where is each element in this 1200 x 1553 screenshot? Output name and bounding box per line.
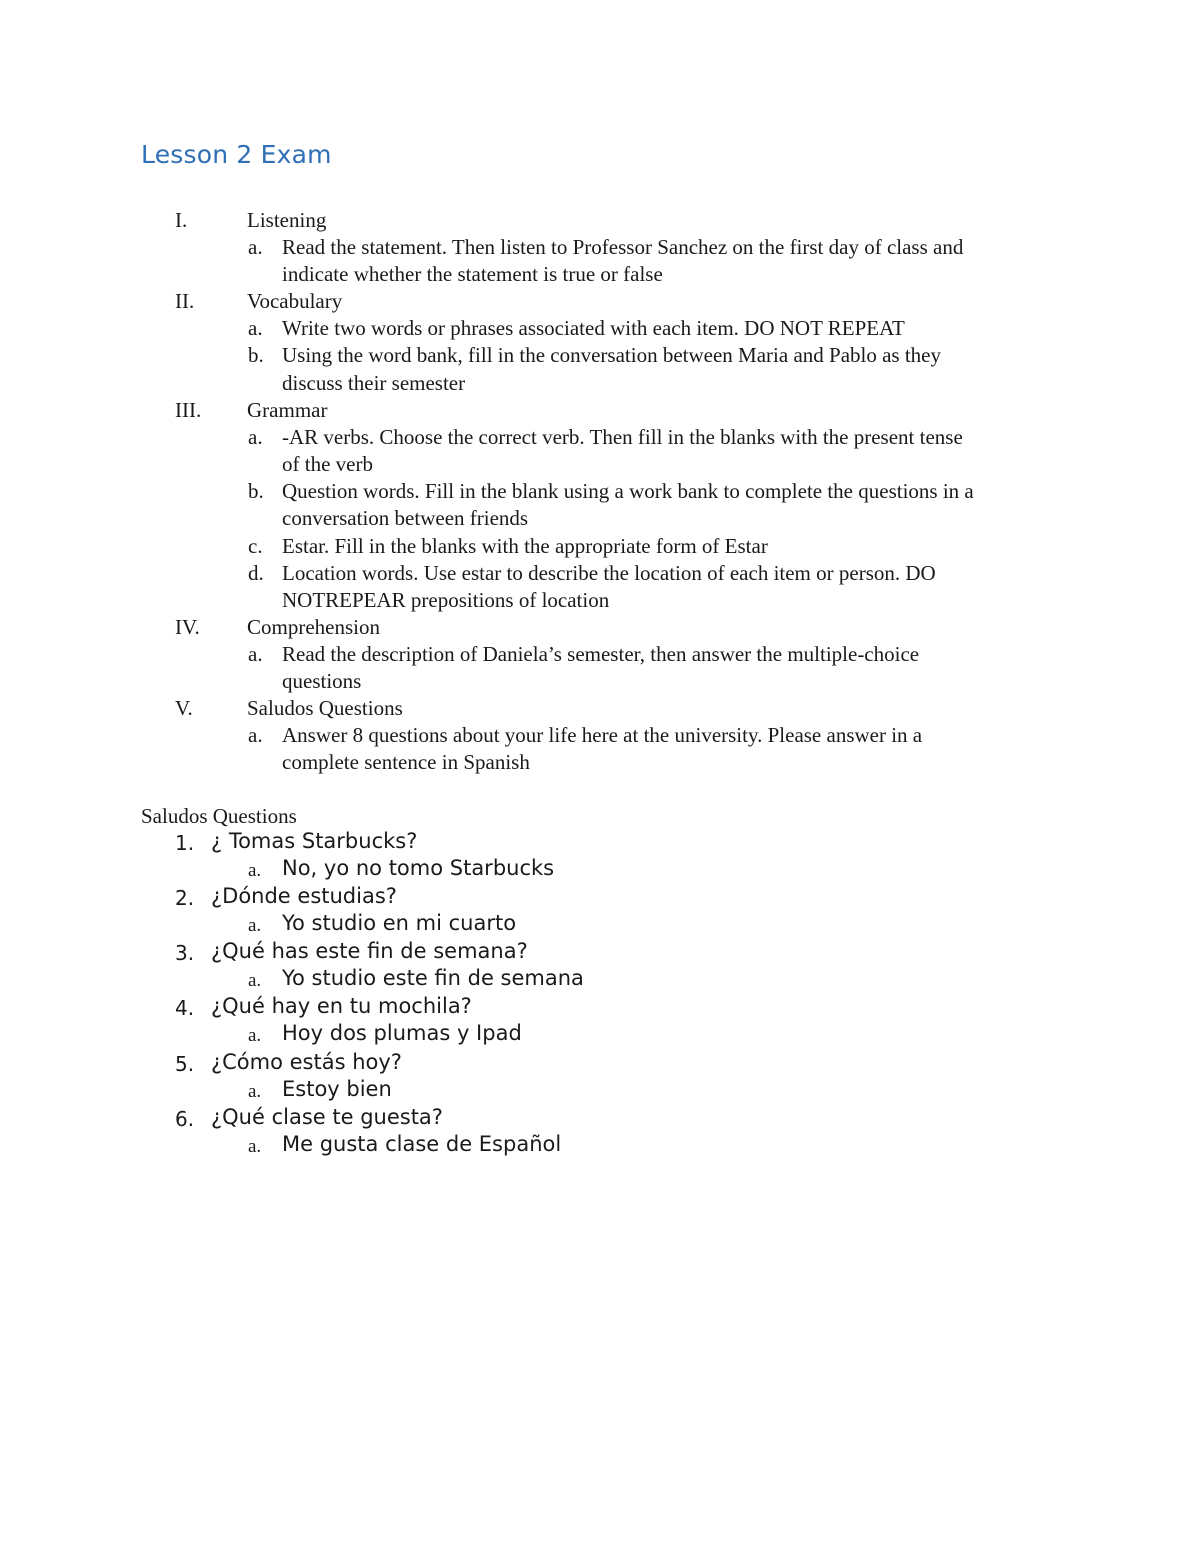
item-letter: a. [248,316,263,340]
answer-text: Yo studio en mi cuarto [282,911,517,935]
answer-letter: a. [248,1025,262,1046]
item-letter: a. [248,425,263,449]
item-text: complete sentence in Spanish [282,750,530,774]
question-text: ¿Qué has este fin de semana? [211,939,528,963]
item-text: Using the word bank, fill in the conversation between Maria and Pablo as they [282,343,941,367]
section-heading: Comprehension [247,615,380,639]
item-text: of the verb [282,452,373,476]
item-text: Read the description of Daniela’s semester, then answer the multiple-choice [282,642,920,666]
answer-letter: a. [248,915,262,936]
item-letter: b. [248,479,264,503]
question-text: ¿ Tomas Starbucks? [211,829,418,853]
section-numeral: V. [175,696,193,720]
question-number: 1. [175,831,195,855]
question-text: ¿Cómo estás hoy? [211,1050,402,1074]
answer-letter: a. [248,1136,262,1157]
answer-letter: a. [248,1081,262,1102]
item-text: conversation between friends [282,506,529,530]
section-numeral: III. [175,398,202,422]
item-letter: a. [248,723,263,747]
item-text: -AR verbs. Choose the correct verb. Then fill in the blanks with the present tense [282,425,963,449]
question-number: 6. [175,1107,195,1131]
item-text: Question words. Fill in the blank using a work bank to complete the questions in a [282,479,974,503]
question-number: 2. [175,886,195,910]
question-number: 3. [175,941,195,965]
section-numeral: IV. [175,615,200,639]
item-letter: a. [248,642,263,666]
item-text: Write two words or phrases associated with each item. DO NOT REPEAT [282,316,905,340]
item-letter: d. [248,561,264,585]
question-text: ¿Dónde estudias? [211,884,397,908]
section-heading: Listening [247,208,327,232]
item-text: indicate whether the statement is true or false [282,262,663,286]
question-text: ¿Qué clase te guesta? [211,1105,443,1129]
saludos-heading: Saludos Questions [141,804,297,828]
document-title: Lesson 2 Exam [141,140,332,169]
item-letter: b. [248,343,264,367]
answer-text: Estoy bien [282,1077,392,1101]
section-heading: Vocabulary [247,289,343,313]
item-text: Location words. Use estar to describe the location of each item or person. DO [282,561,936,585]
item-text: Read the statement. Then listen to Professor Sanchez on the first day of class and [282,235,964,259]
item-text: questions [282,669,362,693]
answer-text: Hoy dos plumas y Ipad [282,1021,522,1045]
section-numeral: II. [175,289,195,313]
answer-letter: a. [248,860,262,881]
question-text: ¿Qué hay en tu mochila? [211,994,472,1018]
item-letter: a. [248,235,263,259]
answer-letter: a. [248,970,262,991]
item-text: NOTREPEAR prepositions of location [282,588,610,612]
item-letter: c. [248,534,263,558]
section-numeral: I. [175,208,188,232]
answer-text: Me gusta clase de Español [282,1132,562,1156]
answer-text: Yo studio este fin de semana [282,966,584,990]
answer-text: No, yo no tomo Starbucks [282,856,555,880]
item-text: discuss their semester [282,371,466,395]
item-text: Answer 8 questions about your life here at the university. Please answer in a [282,723,923,747]
section-heading: Saludos Questions [247,696,403,720]
question-number: 5. [175,1052,195,1076]
item-text: Estar. Fill in the blanks with the appropriate form of Estar [282,534,768,558]
question-number: 4. [175,996,195,1020]
section-heading: Grammar [247,398,328,422]
